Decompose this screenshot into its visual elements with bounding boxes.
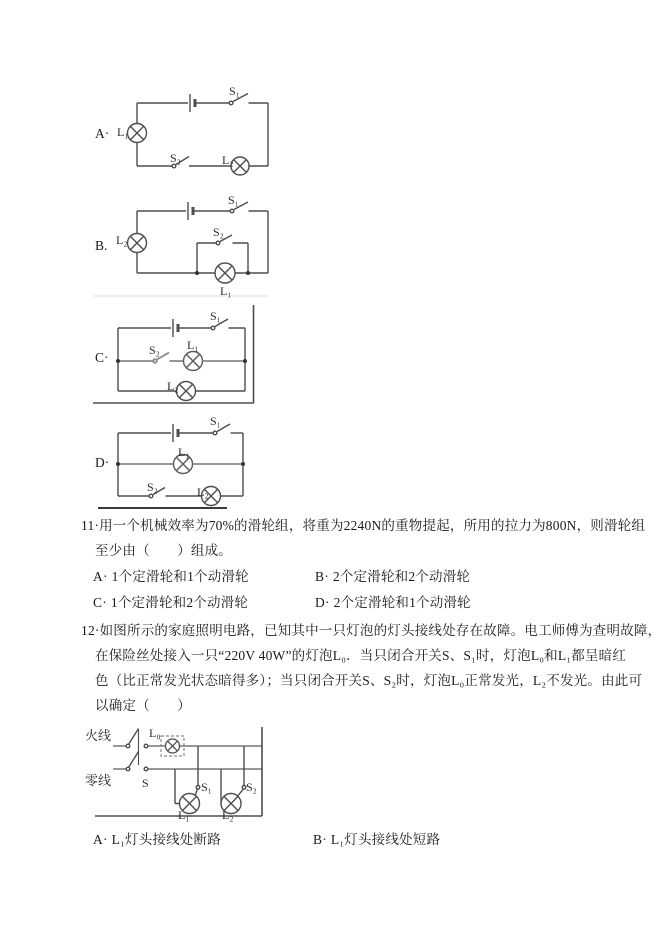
q11-option-c-text: 1个定滑轮和2个动滑轮 (110, 595, 249, 610)
lamp-l1-icon (215, 263, 235, 283)
q11-option-a-key: A· (93, 569, 108, 584)
q12-option-b-text: L₁灯头接线处短路 (330, 832, 441, 847)
q11-option-d-key: D· (315, 595, 330, 610)
lamp-l0-icon (166, 739, 180, 753)
lamp-l2-icon (177, 382, 196, 401)
lamp-l1-label: L₁ (178, 808, 190, 822)
q12-line-1: 12·如图所示的家庭照明电路，已知其中一只灯泡的灯头接线处存在故障。电工师傅为查明故障， (81, 623, 661, 638)
q11-line-1: 11·用一个机械效率为70%的滑轮组，将重为2240N的重物提起，所用的拉力为800N，则滑轮组 (81, 518, 646, 533)
lamp-l2-label: L₂ (167, 379, 179, 393)
switch-s2-label: S₂ (246, 780, 257, 794)
q11-option-a-text: 1个定滑轮和1个动滑轮 (111, 569, 249, 584)
circuit-c-wires (118, 319, 245, 401)
lamp-l1-label: L₁ (220, 284, 232, 298)
figure-b-key: B. (95, 238, 108, 253)
switch-s1-label: S₁ (229, 84, 240, 98)
switch-s2-label: S₂ (149, 343, 160, 357)
figure-a-key: A· (95, 126, 110, 141)
lamp-l2-label: L₂ (116, 233, 128, 247)
circuit-figure-a (85, 82, 275, 177)
switch-s2-label: S₂ (147, 480, 158, 494)
switch-s1-label: S₁ (210, 309, 221, 323)
household-circuit-figure (85, 722, 270, 822)
circuit-b-drawing (85, 190, 275, 302)
q11-option-d (315, 596, 471, 611)
q12-option-a-text: L₁灯头接线处断路 (111, 832, 221, 847)
lamp-l2-icon (231, 157, 249, 175)
q12-line-3: 色（比正常发光状态暗得多）；当只闭合开关S、S₂时，灯泡L₀正常发光，L₂不发光。由此可 (95, 673, 643, 688)
switch-s1-label: S₁ (201, 780, 212, 794)
lamp-l2-label: L₂ (222, 153, 234, 167)
battery-icon (190, 94, 195, 112)
circuit-figure-c (85, 300, 270, 408)
battery-icon (173, 424, 178, 442)
q11-option-c-key: C· (93, 595, 107, 610)
battery-icon (188, 202, 193, 220)
q12-line-2: 在保险丝处接入一只“220V 40W”的灯泡L₀．当只闭合开关S、S₁时，灯泡L₀和L₁都呈暗红 (95, 648, 627, 663)
q11-option-a (93, 570, 249, 585)
scan-border-lines (95, 727, 262, 816)
neutral-wire-label: 零线 (85, 773, 112, 788)
lamp-l2-label: L₂ (222, 808, 234, 822)
q11-line-2: 至少由（ ）组成。 (95, 543, 232, 558)
switch-s1-label: S₁ (228, 193, 239, 207)
q12-option-b-key: B· (313, 832, 327, 847)
q12-line-4: 以确定（ ） (95, 698, 191, 713)
q11-option-c (93, 596, 248, 611)
circuit-a-wires (128, 94, 269, 176)
battery-icon (173, 319, 178, 337)
q12-option-b (313, 833, 440, 848)
circuit-b-wires (128, 202, 269, 283)
lamp-l1-label: L₁ (117, 125, 129, 139)
double-pole-switch-icon (126, 729, 148, 771)
lamp-l1-icon (184, 352, 203, 371)
switch-s1-label: S₁ (210, 414, 221, 428)
lamp-l1-label: L₁ (178, 445, 190, 459)
lamp-l1-label: L₁ (187, 338, 199, 352)
lamp-l1-icon (128, 124, 147, 143)
q11-option-b (315, 570, 470, 585)
switch-s2-label: S₂ (213, 225, 224, 239)
switch-s1-icon (195, 786, 200, 797)
switch-s2-label: S₂ (170, 151, 181, 165)
q11-option-d-text: 2个定滑轮和1个动滑轮 (333, 595, 471, 610)
q12-option-a (93, 833, 221, 848)
lamp-l2-label: L₂ (197, 485, 209, 499)
live-wire-label: 火线 (85, 728, 112, 743)
circuit-d-drawing (85, 408, 270, 520)
household-circuit-drawing (85, 722, 270, 822)
q12-option-a-key: A· (93, 832, 108, 847)
circuit-c-middle-branch (118, 352, 245, 371)
switch-s2-icon (238, 786, 246, 796)
q11-option-b-key: B· (315, 569, 329, 584)
q11-option-b-text: 2个定滑轮和2个动滑轮 (332, 569, 471, 584)
figure-c-key: C· (95, 350, 109, 365)
circuit-figure-d (85, 408, 270, 520)
circuit-figure-b (85, 190, 275, 302)
lamp-l2-icon (128, 234, 147, 253)
switch-s-label: S (142, 776, 149, 790)
lamp-l0-label: L₀ (149, 726, 161, 740)
figure-d-key: D· (95, 455, 110, 470)
